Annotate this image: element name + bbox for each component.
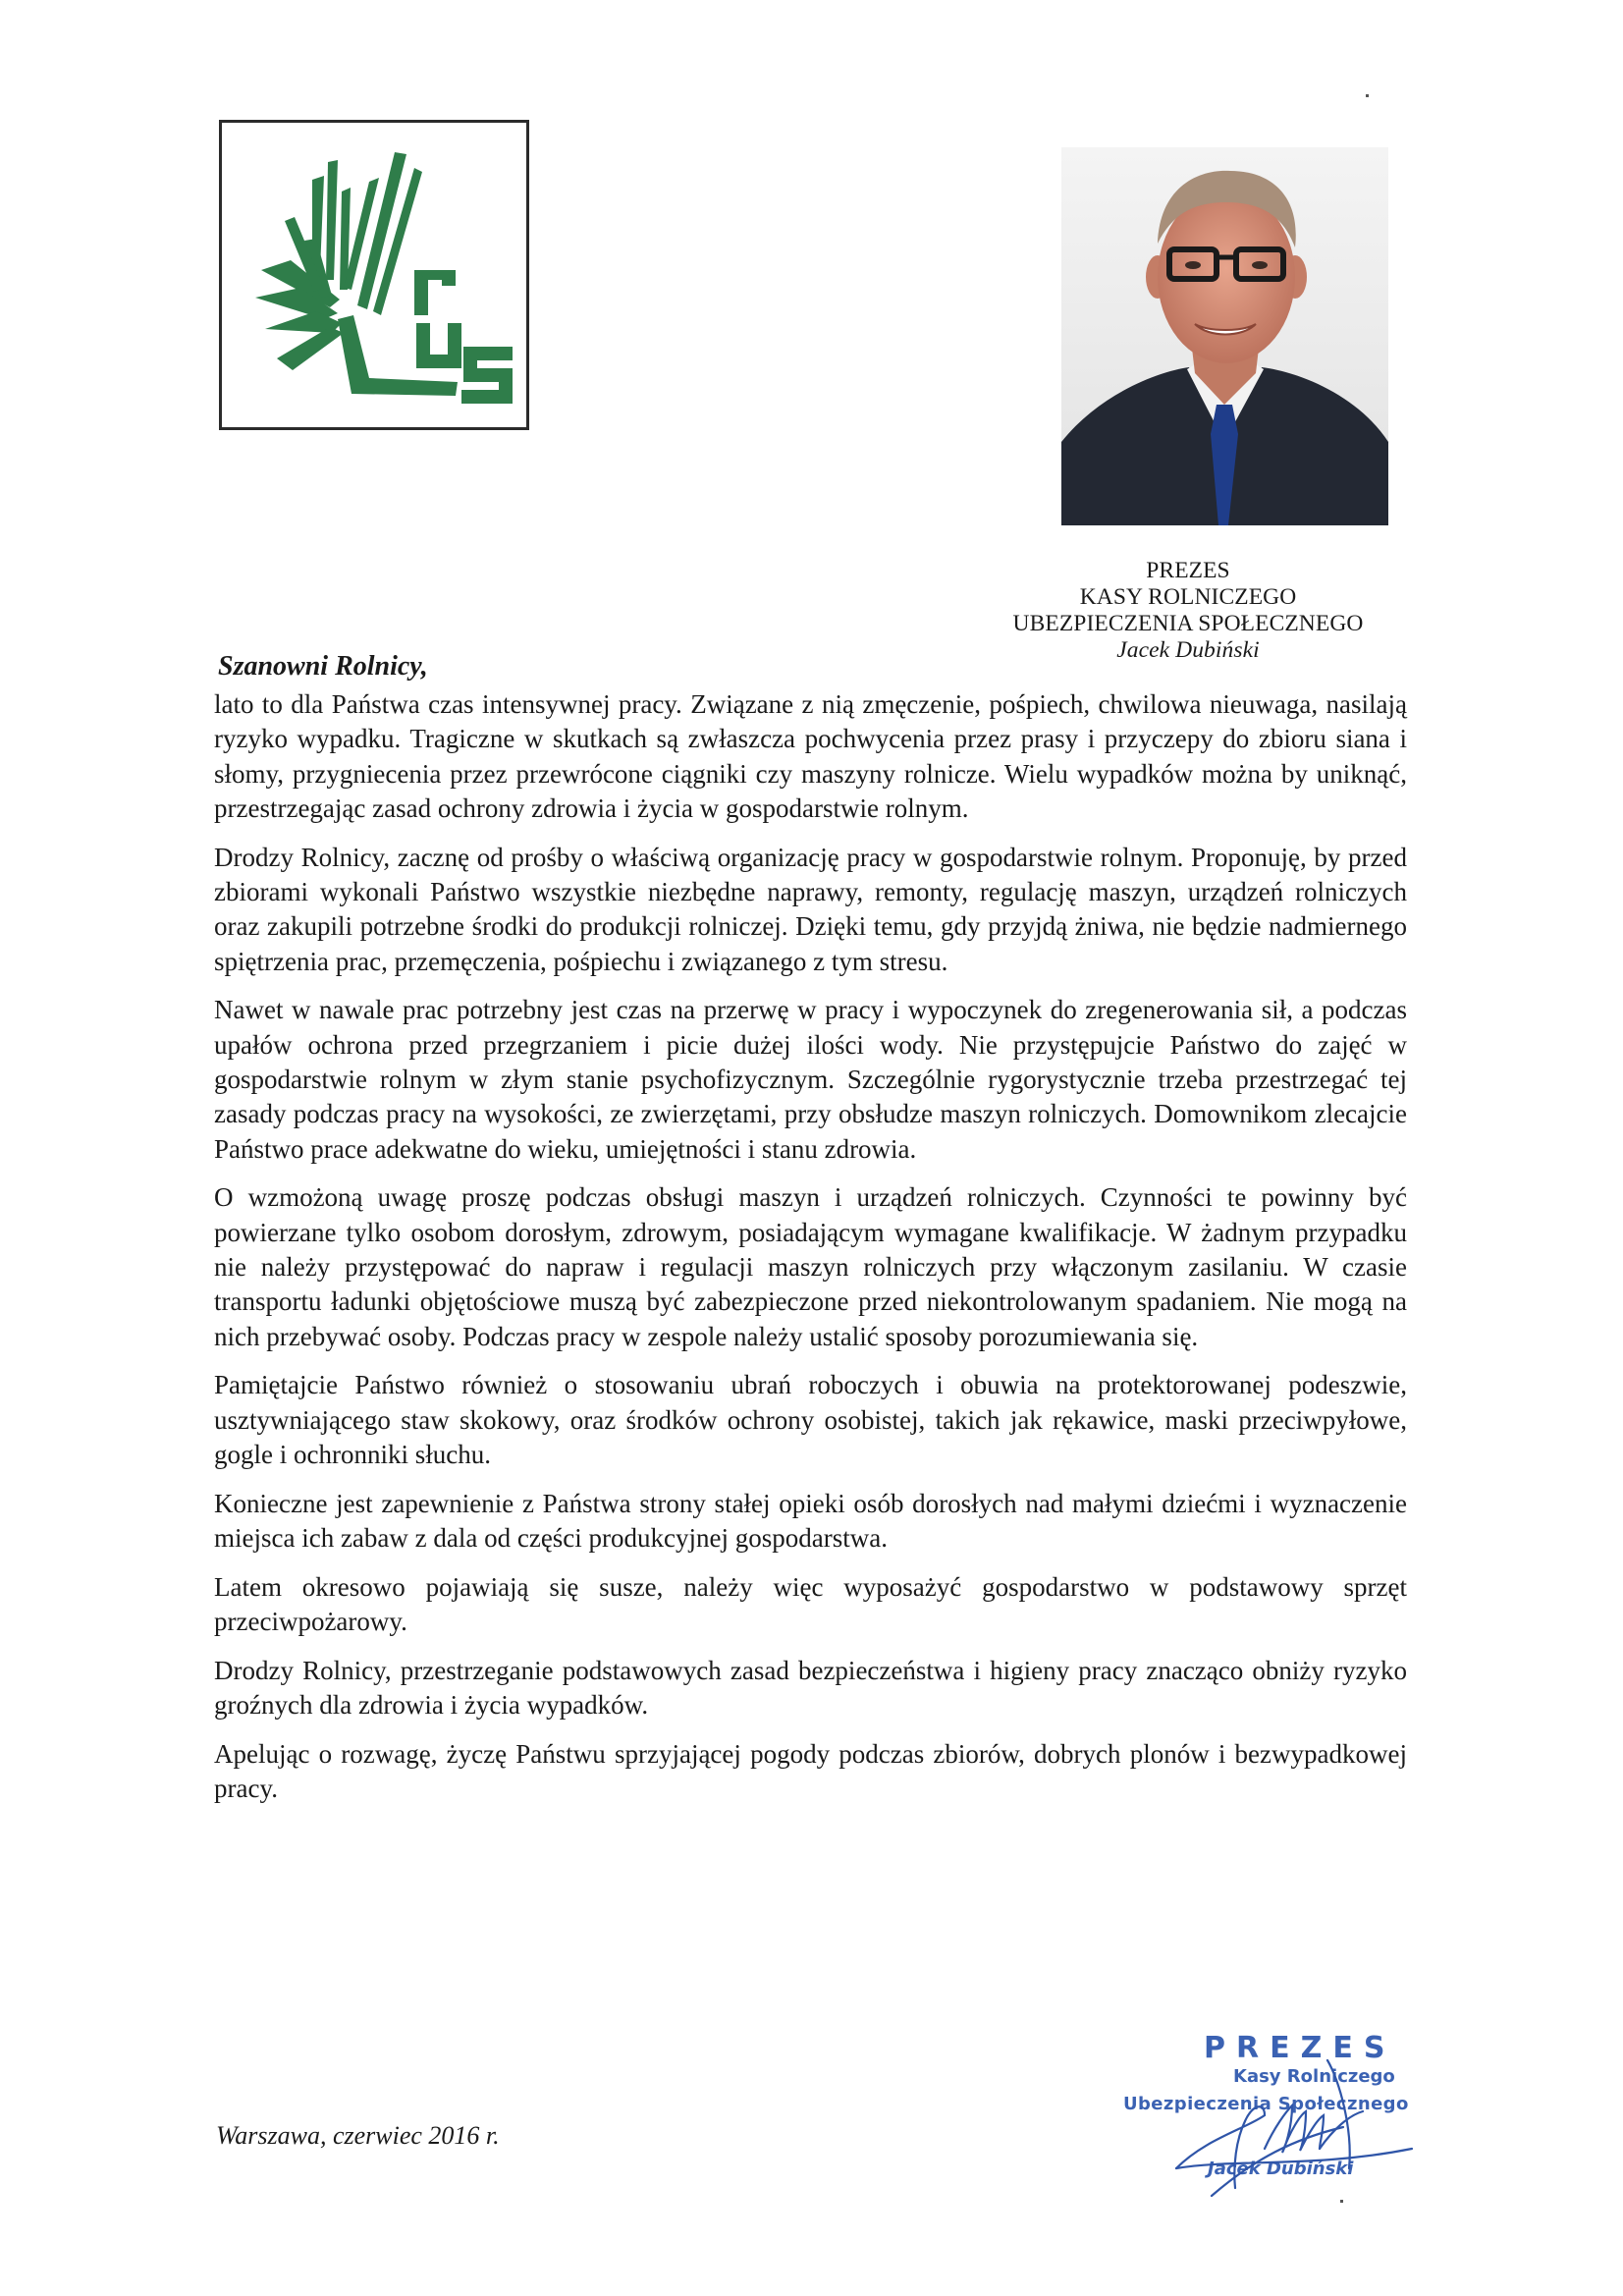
paragraph: Drodzy Rolnicy, zacznę od prośby o właściwą organizację pracy w gospodarstwie rolnym. Proponuję, by przed zbiorami wykonali Państwo wszystkie niezbędne naprawy, remonty, regulację maszyn, urządzeń rolniczych oraz zakupili potrzebne środki do produkcji rolniczej. Dzięki temu, gdy przyjdą żniwa, nie będzie nadmiernego spiętrzenia prac, przemęczenia, pośpiechu i związanego z tym stresu.: [214, 842, 1407, 976]
president-title: PREZES: [1146, 558, 1230, 583]
official-stamp: [1117, 2021, 1481, 2208]
institution-line-2: UBEZPIECZENIA SPOŁECZNEGO: [1012, 611, 1364, 636]
stamp-line-3: Jacek Dubiński: [1208, 2159, 1354, 2179]
scan-dot: [1366, 94, 1369, 97]
president-portrait: [1061, 147, 1388, 525]
portrait-image: [1061, 147, 1388, 525]
president-title-block: [982, 558, 1394, 664]
paragraph: Latem okresowo pojawiają się susze, należy więc wyposażyć gospodarstwo w podstawowy sprzęt przeciwpożarowy.: [214, 1571, 1407, 1637]
paragraph: Apelując o rozwagę, życzę Państwu sprzyjającej pogody podczas zbiorów, dobrych plonów i bezwypadkowej pracy.: [214, 1739, 1407, 1804]
paragraph: Nawet w nawale prac potrzebny jest czas na przerwę w pracy i wypoczynek do zregenerowania sił, a podczas upałów ochrona przed przegrzaniem i picie dużej ilości wody. Nie przystępujcie Państwo do zajęć w gospodarstwie rolnym w złym stanie psychofizycznym. Szczególnie rygorystycznie trzeba przestrzegać tej zasady podczas pracy na wysokości, ze zwierzętami, przy obsłudze maszyn rolniczych. Domownikom zlecajcie Państwo prace adekwatne do wieku, umiejętności i stanu zdrowia.: [214, 995, 1407, 1164]
president-name: Jacek Dubiński: [1116, 637, 1260, 663]
paragraph: Pamiętajcie Państwo również o stosowaniu ubrań roboczych i obuwia na protektorowanej podeszwie, usztywniającego staw skokowy, oraz środków ochrony osobistej, takich jak rękawice, maski przeciwpyłowe, gogle i ochronniki słuchu.: [214, 1370, 1407, 1469]
paragraph: Drodzy Rolnicy, przestrzeganie podstawowych zasad bezpieczeństwa i higieny pracy znacząco obniży ryzyko groźnych dla zdrowia i życia wypadków.: [214, 1655, 1407, 1721]
letter-salutation: Szanowni Rolnicy,: [218, 651, 428, 682]
krus-logo: [219, 120, 529, 430]
scan-dot: [1340, 2200, 1343, 2203]
place-and-date: Warszawa, czerwiec 2016 r.: [216, 2121, 500, 2150]
institution-line-1: KASY ROLNICZEGO: [1079, 584, 1297, 610]
krus-logo-graphic: [222, 123, 526, 427]
paragraph: O wzmożoną uwagę proszę podczas obsługi maszyn i urządzeń rolniczych. Czynności te powinny być powierzane tylko osobom dorosłym, zdrowym, posiadającym wymagane kwalifikacje. W żadnym przypadku nie należy przystępować do napraw i regulacji maszyn rolniczych przy włączonym zasilaniu. W czasie transportu ładunki objętościowe muszą być zabezpieczone przed niekontrolowanym spadaniem. Nie mogą na nich przebywać osoby. Podczas pracy w zespole należy ustalić sposoby porozumiewania się.: [214, 1182, 1407, 1351]
stamp-line-1: Kasy Rolniczego: [1233, 2066, 1395, 2087]
letter-body: [214, 687, 1407, 1821]
handwritten-signature: [1117, 2021, 1481, 2208]
stamp-line-2: Ubezpieczenia Społecznego: [1123, 2094, 1409, 2114]
paragraph: lato to dla Państwa czas intensywnej pracy. Związane z nią zmęczenie, pośpiech, chwilowa nieuwaga, nasilają ryzyko wypadku. Tragiczne w skutkach są zwłaszcza pochwycenia przez prasy i przyczepy do zbioru siana i słomy, przygniecenia przez przewrócone ciągniki czy maszyny rolnicze. Wielu wypadków można by uniknąć, przestrzegając zasad ochrony zdrowia i życia w gospodarstwie rolnym.: [214, 689, 1407, 823]
stamp-title: PREZES: [1204, 2031, 1396, 2065]
paragraph: Konieczne jest zapewnienie z Państwa strony stałej opieki osób dorosłych nad małymi dziećmi i wyznaczenie miejsca ich zabaw z dala od części produkcyjnej gospodarstwa.: [214, 1488, 1407, 1554]
